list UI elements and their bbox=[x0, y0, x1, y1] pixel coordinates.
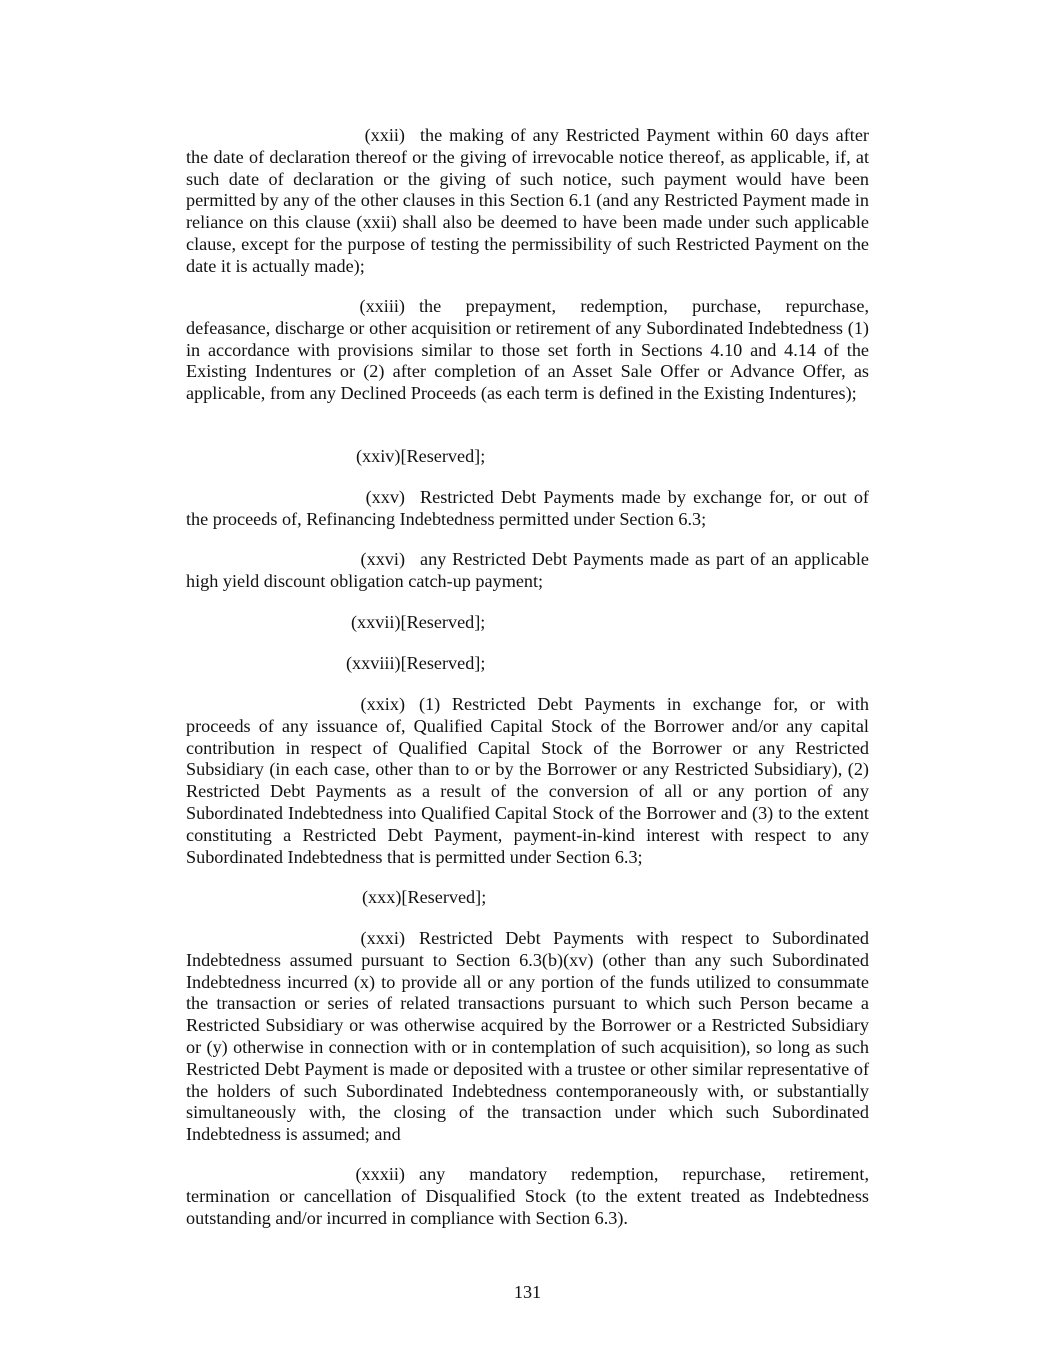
clause-text: [Reserved]; bbox=[400, 653, 486, 673]
clause-number: (xxiv) bbox=[356, 446, 401, 466]
clause-number: (xxxii) bbox=[355, 1164, 405, 1184]
clause-text: any Restricted Debt Payments made as part of an applicable high yield discount obligation catch-up payment; bbox=[186, 549, 869, 591]
clause-number: (xxv) bbox=[365, 487, 405, 507]
clause-text: [Reserved]; bbox=[401, 887, 487, 907]
page-number: 131 bbox=[513, 1282, 542, 1302]
clause-xxxi bbox=[186, 928, 869, 1146]
clause-number: (xxx) bbox=[362, 887, 402, 907]
clause-xxv bbox=[186, 487, 869, 531]
clause-xxiii bbox=[186, 296, 869, 405]
clause-xxviii bbox=[346, 653, 485, 675]
clause-text: the prepayment, redemption, purchase, repurchase, defeasance, discharge or other acquisition or retirement of any Subordinated Indebtedness (1) in accordance with provisions similar to those set forth in Sections 4.10 and 4.14 of the Existing Indentures or (2) after completion of an Asset Sale Offer or Advance Offer, as applicable, from any Declined Proceeds (as each term is defined in the Existing Indentures); bbox=[186, 296, 869, 404]
clause-text: [Reserved]; bbox=[400, 446, 486, 466]
clause-number: (xxviii) bbox=[346, 653, 401, 673]
clause-xxxii bbox=[186, 1164, 869, 1229]
clause-number: (xxxi) bbox=[360, 928, 405, 948]
clause-xxiv bbox=[356, 446, 485, 468]
clause-xxx bbox=[362, 887, 486, 909]
clause-text: Restricted Debt Payments made by exchange for, or out of the proceeds of, Refinancing Indebtedness permitted under Section 6.3; bbox=[186, 487, 869, 529]
clause-text: Restricted Debt Payments with respect to Subordinated Indebtedness assumed pursuant to Section 6.3(b)(xv) (other than any such Subordinated Indebtedness incurred (x) to provide all or any portion of the funds utilized to consummate the transaction or series of related transactions pursuant to which such Person became a Restricted Subsidiary or was otherwise acquired by the Borrower or a Restricted Subsidiary or (y) otherwise in connection with or in contemplation of such acquisition), so long as such Restricted Debt Payment is made or deposited with a trustee or other similar representative of the holders of such Subordinated Indebtedness contemporaneously with, or substantially simultaneously with, the closing of the transaction under which such Subordinated Indebtedness is assumed; and bbox=[186, 928, 869, 1145]
clause-number: (xxix) bbox=[360, 694, 405, 714]
clause-xxii bbox=[186, 125, 869, 278]
clause-text: [Reserved]; bbox=[400, 612, 486, 632]
clause-number: (xxvii) bbox=[351, 612, 401, 632]
clause-number: (xxiii) bbox=[359, 296, 405, 316]
clause-xxix bbox=[186, 694, 869, 868]
clause-xxvii bbox=[351, 612, 485, 634]
clause-text: the making of any Restricted Payment within 60 days after the date of declaration thereof or the giving of irrevocable notice thereof, as applicable, if, at such date of declaration or the giving of such notice, such payment would have been permitted by any of the other clauses in this Section 6.1 (and any Restricted Payment made in reliance on this clause (xxii) shall also be deemed to have been made under such applicable clause, except for the purpose of testing the permissibility of such Restricted Payment on the date it is actually made); bbox=[186, 125, 869, 276]
clause-number: (xxii) bbox=[364, 125, 405, 145]
clause-xxvi bbox=[186, 549, 869, 593]
clause-text: any mandatory redemption, repurchase, retirement, termination or cancellation of Disqualified Stock (to the extent treated as Indebtedness outstanding and/or incurred in compliance with Section 6.3). bbox=[186, 1164, 869, 1228]
clause-text: (1) Restricted Debt Payments in exchange for, or with proceeds of any issuance of, Qualified Capital Stock of the Borrower and/or any capital contribution in respect of Qualified Capital Stock of the Borrower or any Restricted Subsidiary (in each case, other than to or by the Borrower or any Restricted Subsidiary), (2) Restricted Debt Payments as a result of the conversion of all or any portion of any Subordinated Indebtedness into Qualified Capital Stock of the Borrower and (3) to the extent constituting a Restricted Debt Payment, payment-in-kind interest with respect to any Subordinated Indebtedness that is permitted under Section 6.3; bbox=[186, 694, 869, 867]
clause-number: (xxvi) bbox=[360, 549, 405, 569]
